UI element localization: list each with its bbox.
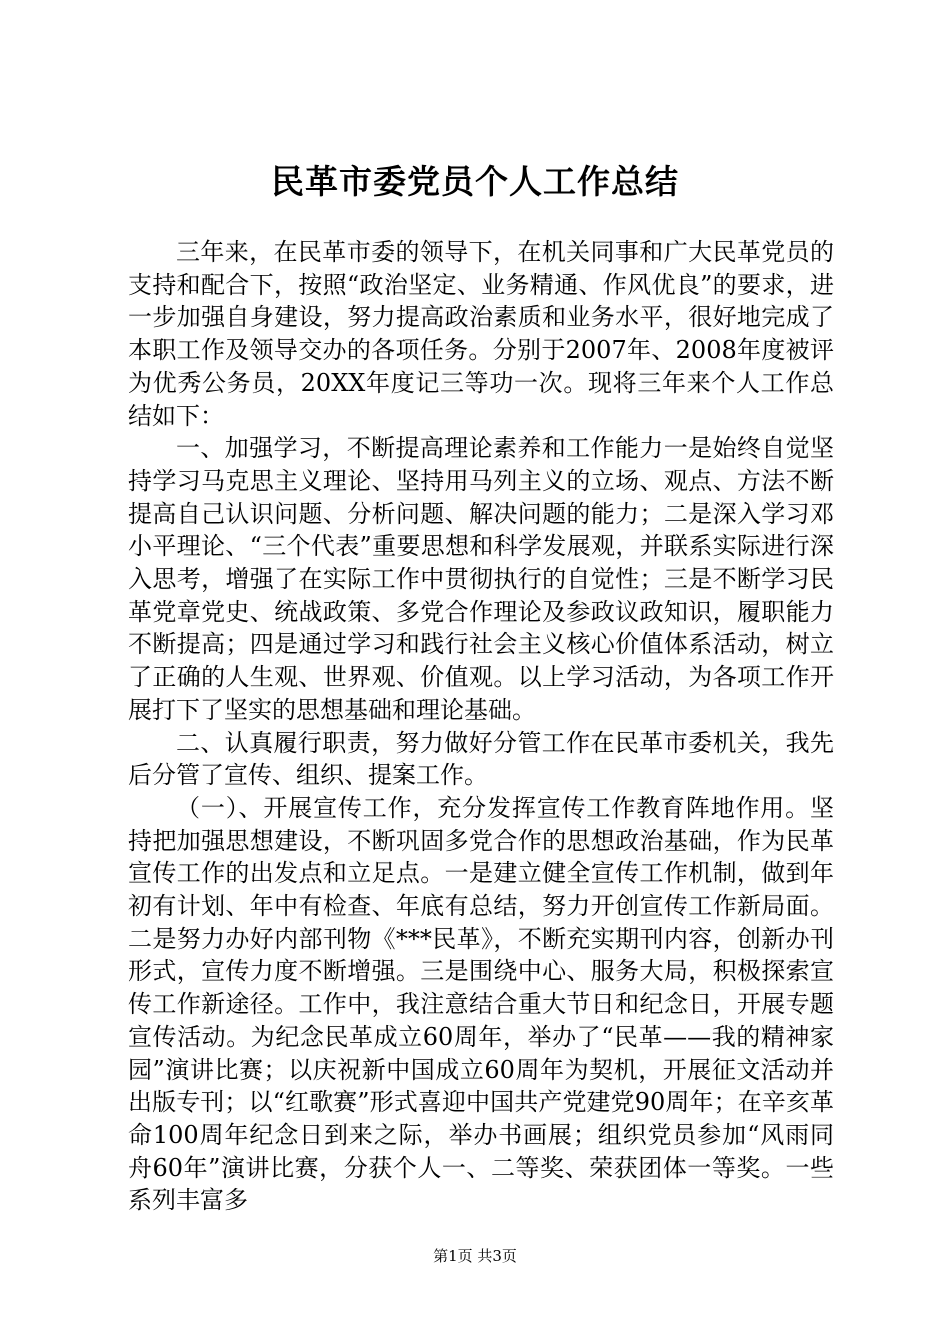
document-title: 民革市委党员个人工作总结 [271,162,679,201]
paragraph-duties: 二、认真履行职责，努力做好分管工作在民革市委机关，我先后分管了宣传、组织、提案工作。 [128,728,834,790]
paragraph-study: 一、加强学习，不断提高理论素养和工作能力一是始终自觉坚持学习马克思主义理论、坚持用马列主义的立场、观点、方法不断提高自己认识问题、分析问题、解决问题的能力；二是深入学习邓小平理论、“三个代表”重要思想和科学发展观，并联系实际进行深入思考，增强了在实际工作中贯彻执行的自觉性；三是不断学习民革党章党史、统战政策、多党合作理论及参政议政知识，履职能力不断提高；四是通过学习和践行社会主义核心价值体系活动，树立了正确的人生观、世界观、价值观。以上学习活动，为各项工作开展打下了坚实的思想基础和理论基础。 [128,434,834,724]
paragraph-publicity: （一）、开展宣传工作，充分发挥宣传工作教育阵地作用。坚持把加强思想建设，不断巩固多党合作的思想政治基础，作为民革宣传工作的出发点和立足点。一是建立健全宣传工作机制，做到年初有计划、年中有检查、年底有总结，努力开创宣传工作新局面。二是努力办好内部刊物《***民革》，不断充实期刊内容，创新办刊形式，宣传力度不断增强。三是围绕中心、服务大局，积极探索宣传工作新途径。工作中，我注意结合重大节日和纪念日，开展专题宣传活动。为纪念民革成立60周年，举办了“民革——我的精神家园”演讲比赛；以庆祝新中国成立60周年为契机，开展征文活动并出版专刊；以“红歌赛”形式喜迎中国共产党建党90周年；在辛亥革命100周年纪念日到来之际，举办书画展；组织党员参加“风雨同舟60年”演讲比赛，分获个人一、二等奖、荣获团体一等奖。一些系列丰富多 [128,793,834,1215]
page-footer: 第1页 共3页 [433,1247,517,1265]
paragraph-intro: 三年来，在民革市委的领导下，在机关同事和广大民革党员的支持和配合下，按照“政治坚定、业务精通、作风优良”的要求，进一步加强自身建设，努力提高政治素质和业务水平，很好地完成了本职工作及领导交办的各项任务。分别于2007年、2008年度被评为优秀公务员，20XX年度记三等功一次。现将三年来个人工作总结如下： [128,238,834,430]
document-body [128,236,834,1217]
